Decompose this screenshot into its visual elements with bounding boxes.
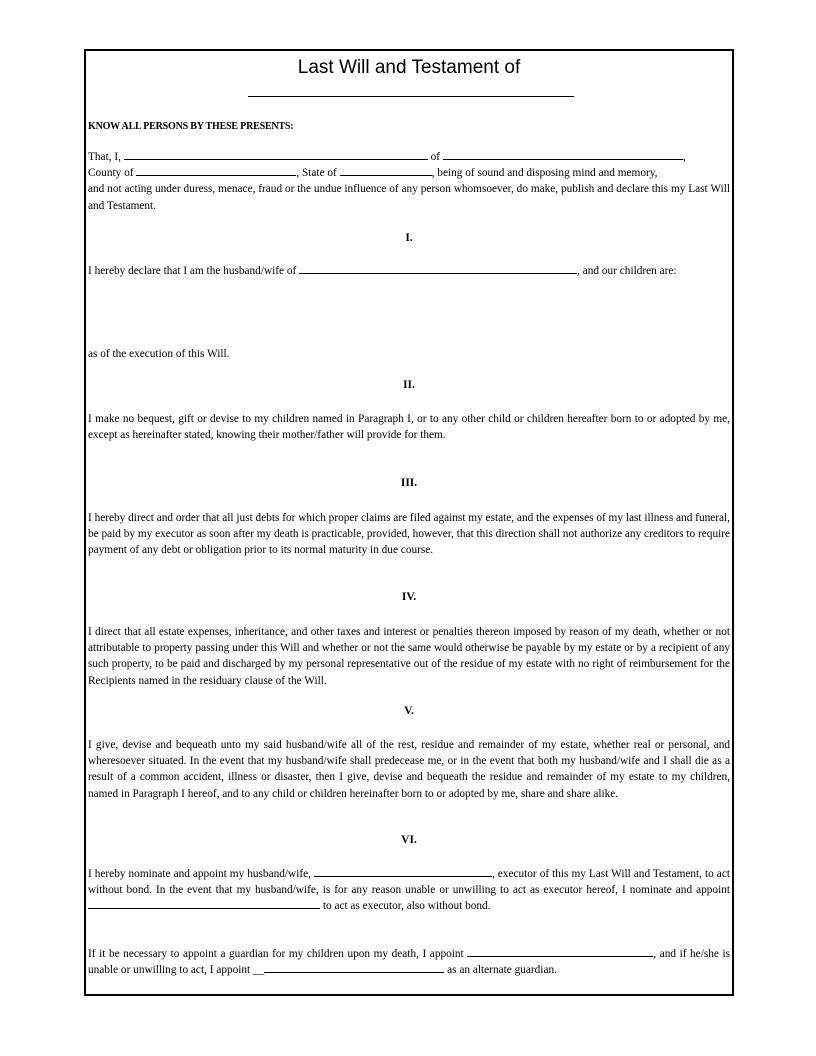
guardian-text-a: If it be necessary to appoint a guardian for my children upon my death, I appoint (88, 948, 464, 960)
section-6-text-a: I hereby nominate and appoint my husband/wife, (88, 868, 311, 880)
section-1-text-b: , and our children are: (577, 265, 677, 277)
section-1-text-c: as of the execution of this Will. (88, 348, 230, 360)
intro-that-i: That, I, (88, 151, 121, 163)
section-1-text-a: I hereby declare that I am the husband/wife of (88, 265, 297, 277)
testator-name-blank[interactable] (248, 96, 574, 97)
section-4-text: I direct that all estate expenses, inheritance, and other taxes and interest or penalties thereon imposed by reason of my death, whether or not attributable to property passing under this Will and whether or not the same would otherwise be payable by my estate or by a recipient of any such property, to be paid and discharged by my personal representative out of the residue of my estate with no right of reimbursement for the Recipients named in the residuary clause of the Will. (88, 626, 730, 687)
intro-being: , being of sound and disposing mind and memory, (431, 167, 658, 180)
section-4-heading: IV. (401, 591, 417, 603)
spouse-name-field[interactable] (299, 263, 577, 274)
intro-state-of: , State of (296, 167, 337, 180)
guardian-text-d: as an alternate guardian. (447, 964, 557, 977)
section-5-heading: V. (404, 705, 414, 717)
section-3-text: I hereby direct and order that all just debts for which proper claims are filed against my estate, and the expenses of my last illness and funeral, be paid by my executor as soon after my death is practicable, provided, however, that this direction shall not authorize any creditors to require payment of any debt or obligation prior to its normal maturity in due course. (88, 512, 731, 557)
section-6-text-b: , executor of this my Last Will and Testament, to act without bond. In the event that my husband/wife, is for any reason unable or unwilling to act as executor hereof, I nominate and appoint (88, 868, 730, 897)
will-document-frame (84, 49, 734, 996)
guardian-paragraph (88, 946, 730, 978)
document-title: Last Will and Testament of (297, 57, 521, 78)
section-1-text (88, 263, 730, 279)
testator-name-field[interactable] (124, 149, 428, 160)
county-field[interactable] (136, 165, 296, 176)
address-field[interactable] (443, 149, 683, 160)
intro-county-of: County of (88, 167, 134, 180)
section-2-text: I make no bequest, gift or devise to my children named in Paragraph I, or to any other child or children hereafter born to or adopted by me, except as hereinafter stated, knowing their mother/father will provide for them. (88, 413, 730, 442)
executor-name-field[interactable] (314, 866, 492, 877)
intro-rest: and not acting under duress, menace, fraud or the undue influence of any person whomsoever, do make, publish and declare this my Last Will and Testament. (88, 183, 730, 212)
section-3-heading: III. (400, 477, 418, 489)
section-1-heading: I. (405, 232, 413, 244)
state-field[interactable] (340, 165, 432, 176)
alternate-executor-field[interactable] (88, 898, 320, 909)
section-5-text: I give, devise and bequeath unto my said husband/wife all of the rest, residue and remainder of my estate, whether real or personal, and wheresoever situated. In the event that my husband/wife shall predecease me, or in the event that both my husband/wife and I shall die as a result of a common accident, illness or disaster, then I give, devise and bequeath the residue and remainder of my estate to my children, named in Paragraph I hereof, and to any child or children hereinafter born to or adopted by me, share and share alike. (88, 739, 730, 800)
guardian-name-field[interactable] (467, 946, 653, 957)
section-6-text-c: to act as executor, also without bond. (322, 900, 491, 913)
section-6-heading: VI. (401, 834, 417, 846)
intro-of: of (430, 151, 441, 163)
guardian-text-c: and if he/she is unable or unwilling to act, I appoint __ (88, 948, 731, 977)
preamble: KNOW ALL PERSONS BY THESE PRESENTS: (88, 121, 294, 132)
intro-paragraph: That, I, of , County of , State of , being of sound and disposing mind and memory, and not acting under duress, menace, fraud or the undue influence of any person whomsoever, do make, publish and declare this my Last Will and Testament. (88, 149, 730, 214)
section-6-text (88, 866, 730, 915)
guardian-text-b: , (653, 948, 657, 960)
section-2-heading: II. (403, 379, 415, 391)
alternate-guardian-field[interactable] (264, 962, 444, 973)
